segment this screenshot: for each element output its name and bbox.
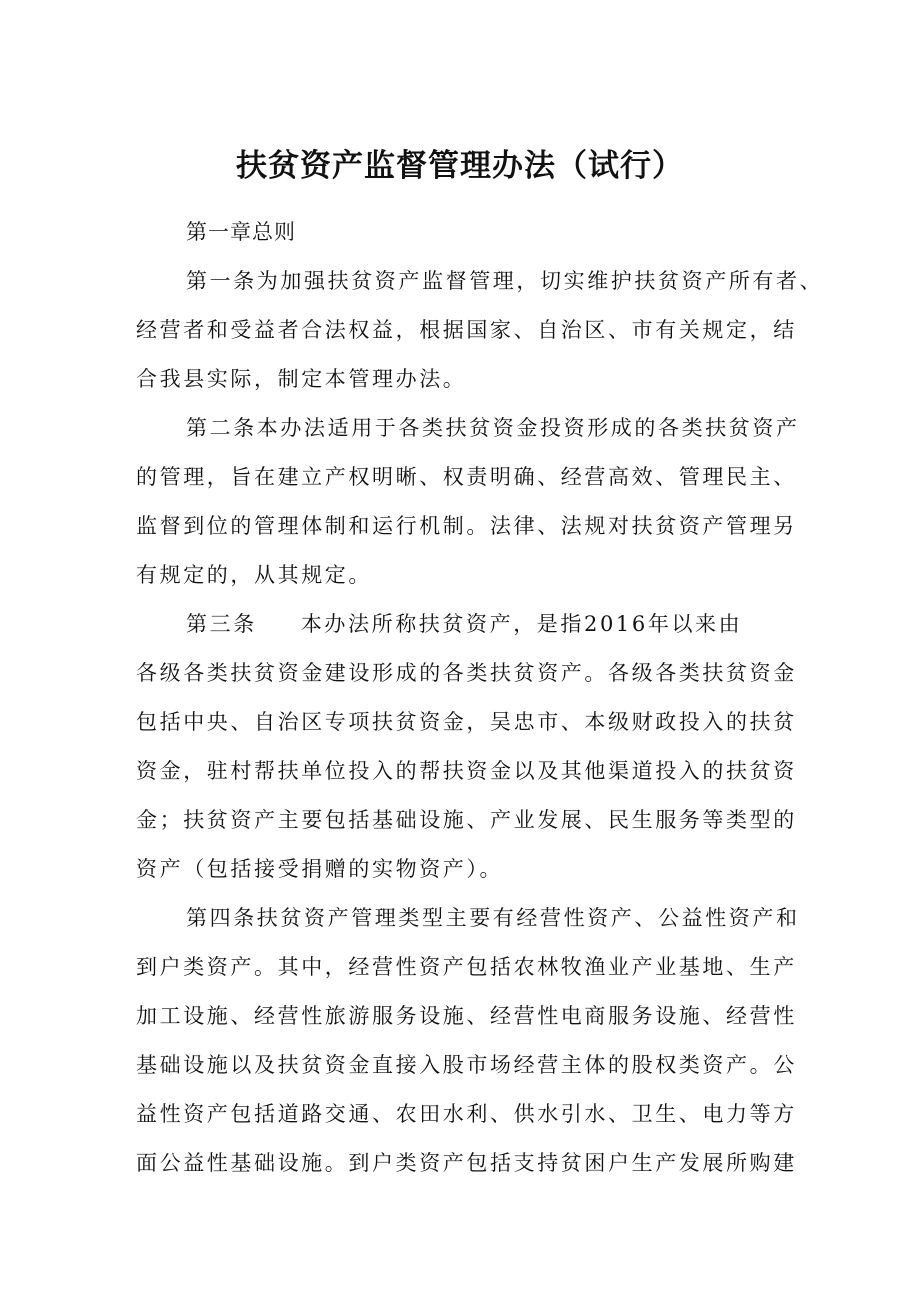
article-3-line: 资金，驻村帮扶单位投入的帮扶资金以及其他渠道投入的扶贫资: [136, 759, 797, 783]
chapter-heading: 第一章总则: [186, 220, 296, 244]
article-3-line: 各级各类扶贫资金建设形成的各类扶贫资产。各级各类扶贫资金: [136, 661, 797, 685]
article-3-first-line: [136, 600, 796, 649]
article-3-label: 第三条: [186, 612, 257, 636]
article-1-line: 经营者和受益者合法权益，根据国家、自治区、市有关规定，结: [136, 318, 797, 342]
article-2-line: 第二条本办法适用于各类扶贫资金投资形成的各类扶贫资产: [186, 416, 800, 440]
document-title: 扶贫资产监督管理办法（试行）: [236, 148, 684, 184]
article-4-line: 面公益性基础设施。到户类资产包括支持贫困户生产发展所购建: [136, 1151, 797, 1175]
article-4-line: 加工设施、经营性旅游服务设施、经营性电商服务设施、经营性: [136, 1004, 797, 1028]
article-2-line: 监督到位的管理体制和运行机制。法律、法规对扶贫资产管理另: [136, 514, 797, 538]
article-2-line: 的管理，旨在建立产权明晰、权责明确、经营高效、管理民主、: [136, 465, 797, 489]
article-4-line: 到户类资产。其中，经营性资产包括农林牧渔业产业基地、生产: [136, 955, 797, 979]
article-1-line: 第一条为加强扶贫资产监督管理，切实维护扶贫资产所有者、: [186, 269, 824, 293]
article-3-line: 资产（包括接受捐赠的实物资产）。: [136, 857, 504, 881]
article-3-first-line-text: 本办法所称扶贫资产，是指2016年以来由: [300, 612, 743, 636]
document-body: [136, 208, 824, 1188]
article-4-line: 基础设施以及扶贫资金直接入股市场经营主体的股权类资产。公: [136, 1053, 797, 1077]
article-4-line: 第四条扶贫资产管理类型主要有经营性资产、公益性资产和: [186, 906, 800, 930]
article-2-line: 有规定的，从其规定。: [136, 563, 372, 587]
article-3-line: 包括中央、自治区专项扶贫资金，吴忠市、本级财政投入的扶贫: [136, 710, 797, 734]
article-1-line: 合我县实际，制定本管理办法。: [136, 367, 467, 391]
article-4-line: 益性资产包括道路交通、农田水利、供水引水、卫生、电力等方: [136, 1102, 797, 1126]
article-3-line: 金；扶贫资产主要包括基础设施、产业发展、民生服务等类型的: [136, 808, 797, 832]
